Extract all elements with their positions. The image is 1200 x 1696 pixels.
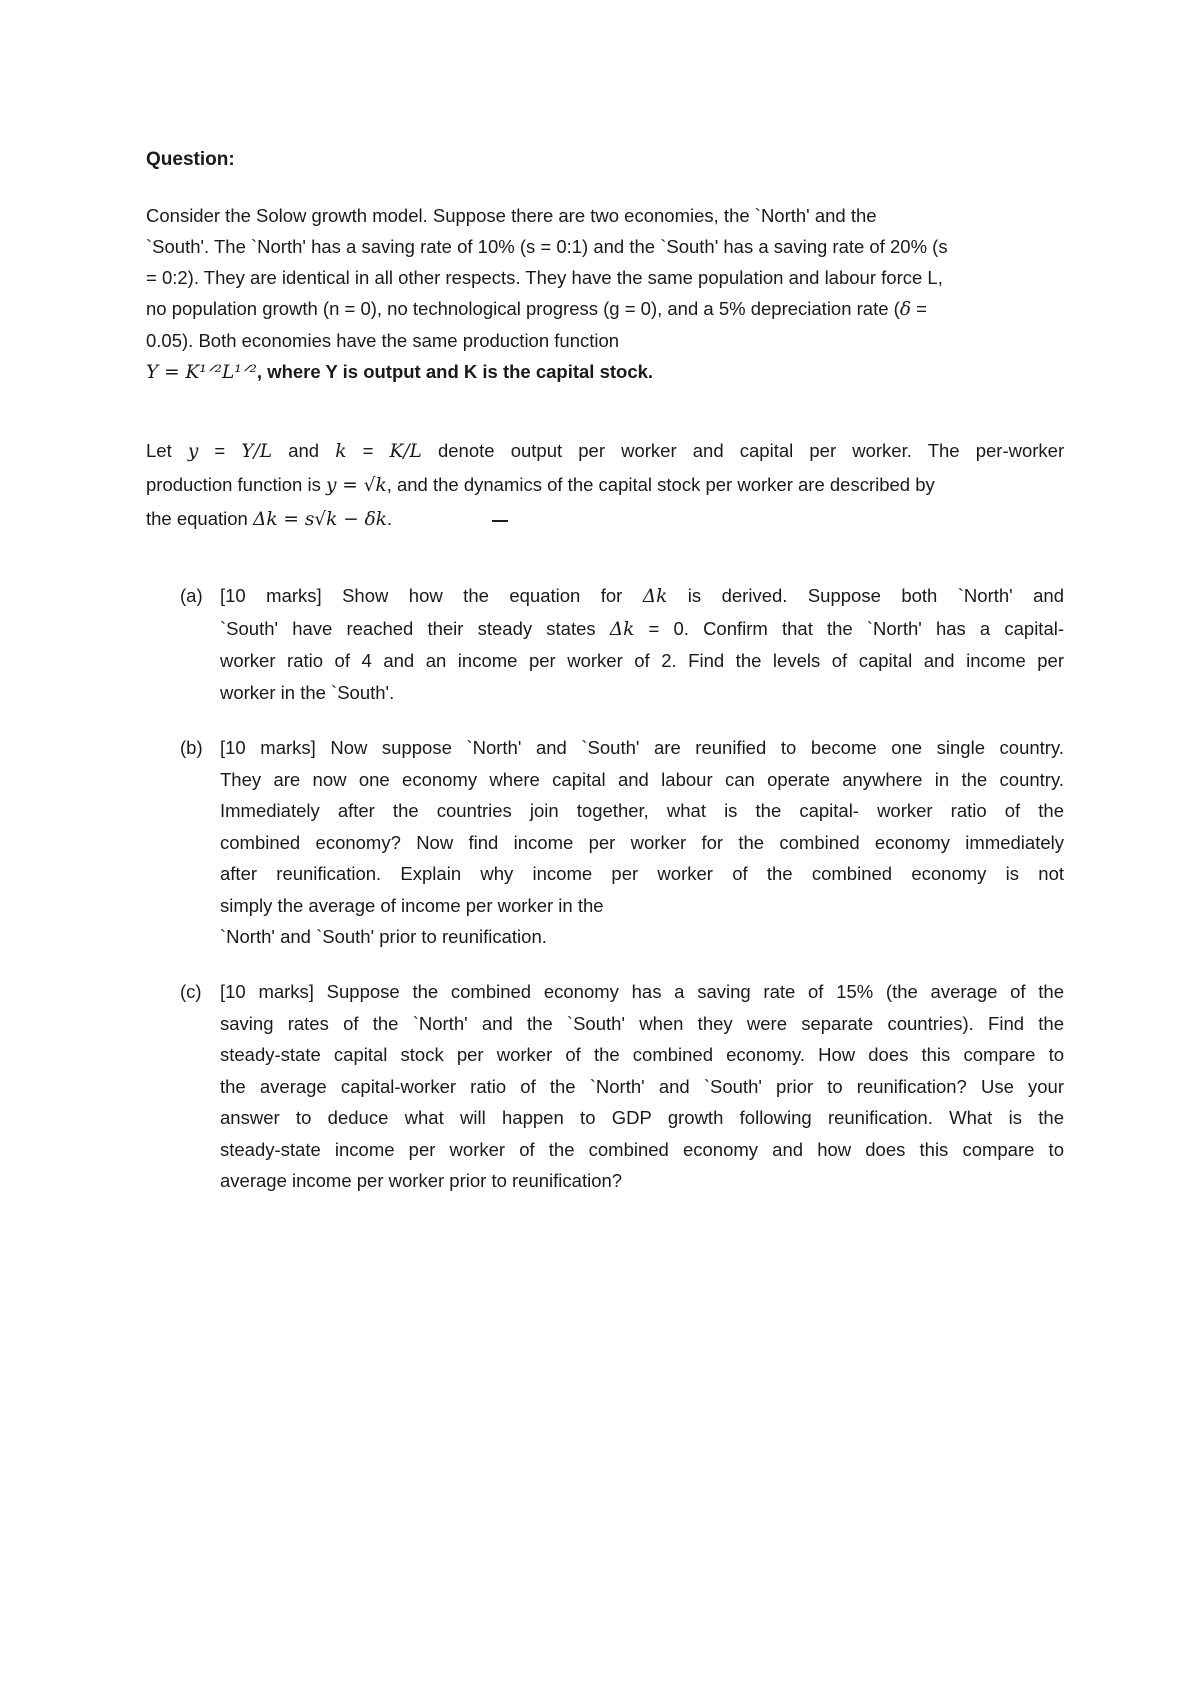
- word: output: [510, 440, 563, 461]
- math-y-over-l: Y/L: [241, 441, 273, 462]
- part-a-line-3: worker ratio of 4 and an income per worker of 2. Find the levels of capital and income per: [220, 650, 1064, 671]
- word: per-worker: [975, 440, 1064, 461]
- per-worker-production-equation: y = √k: [325, 475, 387, 496]
- word: denote: [437, 440, 495, 461]
- intro-line-4-text: no population growth (n = 0), no technological progress (g = 0), and a 5% depreciation rate (: [146, 298, 900, 319]
- part-b-line-5: after reunification. Explain why income per worker of the combined economy is not: [220, 863, 1064, 884]
- part-b-label: (b): [180, 737, 203, 758]
- part-c-line-3: steady-state capital stock per worker of the combined economy. How does this compare to: [220, 1044, 1064, 1065]
- part-b-line-3: Immediately after the countries join together, what is the capital- worker ratio of the: [220, 800, 1064, 821]
- word: worker.: [852, 440, 912, 461]
- part-b-line-1: [10 marks] Now suppose `North' and `South' are reunified to become one single country.: [220, 737, 1064, 758]
- production-function-description: , where Y is output and K is the capital stock.: [256, 361, 654, 382]
- part-c-line-7: average income per worker prior to reunification?: [220, 1170, 623, 1191]
- intro-line-1: Consider the Solow growth model. Suppose there are two economies, the `North' and the: [146, 205, 877, 226]
- part-a-line-1-end: is derived. Suppose both `North' and: [667, 585, 1064, 606]
- part-a-line-2: [220, 613, 1064, 646]
- word: =: [362, 440, 374, 461]
- part-a-line-2-text: `South' have reached their steady states: [220, 617, 610, 639]
- word: The: [927, 440, 960, 461]
- production-function-equation: Y = K¹ᐟ²L¹ᐟ²: [146, 362, 257, 383]
- part-c-line-5: answer to deduce what will happen to GDP growth following reunification. What is the: [220, 1107, 1064, 1128]
- delta-symbol: δ: [899, 299, 911, 320]
- word: worker: [621, 440, 677, 461]
- per-worker-paragraph: [146, 434, 1064, 536]
- capital-dynamics-equation: Δk = s√k − δk: [252, 509, 387, 530]
- part-b-body: [220, 732, 1064, 953]
- word: per: [578, 440, 605, 461]
- word: and: [288, 440, 320, 461]
- part-a-body: [220, 580, 1064, 708]
- per-worker-line-3-text: the equation: [146, 508, 253, 529]
- question-part-c: [180, 976, 1064, 1197]
- stray-dash-mark: [492, 520, 508, 522]
- word: capital: [739, 440, 794, 461]
- per-worker-line-2-end: , and the dynamics of the capital stock per worker are described by: [386, 474, 935, 495]
- per-worker-line-3-end: .: [386, 508, 393, 529]
- word: Let: [146, 440, 172, 461]
- part-b-line-4: combined economy? Now find income per worker for the combined economy immediately: [220, 831, 1064, 853]
- intro-line-2: `South'. The `North' has a saving rate of 10% (s = 0:1) and the `South' has a saving rate of 20% (s: [146, 236, 948, 257]
- word: =: [214, 440, 226, 461]
- intro-line-3: = 0:2). They are identical in all other respects. They have the same population and labour force L,: [146, 267, 943, 288]
- part-a-line-2-end: = 0. Confirm that the `North' has a capital-: [634, 617, 1064, 639]
- part-c-body: [220, 976, 1064, 1197]
- part-c-line-2: saving rates of the `North' and the `South' when they were separate countries). Find the: [220, 1012, 1064, 1034]
- per-worker-line-1: [146, 434, 1064, 468]
- intro-line-4: [146, 293, 1066, 325]
- question-heading: Question:: [146, 149, 235, 170]
- intro-line-6: [146, 356, 1066, 388]
- intro-line-4-end: =: [910, 298, 927, 319]
- part-c-line-1: [10 marks] Suppose the combined economy has a saving rate of 15% (the average of the: [220, 981, 1064, 1002]
- question-part-b: [180, 732, 1064, 953]
- part-b-line-7: `North' and `South' prior to reunification.: [220, 926, 547, 947]
- part-a-line-4: worker in the `South'.: [220, 681, 395, 703]
- word: and: [692, 440, 724, 461]
- math-y: y: [187, 441, 199, 462]
- part-a-label: (a): [180, 585, 203, 606]
- part-b-line-2: They are now one economy where capital and labour can operate anywhere in the country.: [220, 768, 1064, 790]
- part-c-label: (c): [180, 981, 202, 1002]
- math-delta-k: Δk: [609, 618, 635, 640]
- part-a-line-1: [220, 580, 1064, 613]
- intro-paragraph: [146, 200, 1066, 388]
- math-k: k: [335, 441, 347, 462]
- per-worker-line-2-text: production function is: [146, 474, 326, 495]
- question-part-a: [180, 580, 1064, 708]
- part-a-line-1-text: [10 marks] Show how the equation for: [220, 585, 643, 606]
- part-c-line-4: the average capital-worker ratio of the `North' and `South' prior to reunification? Use your: [220, 1075, 1064, 1097]
- part-b-line-6: simply the average of income per worker in the: [220, 894, 604, 916]
- word: per: [809, 440, 837, 461]
- part-c-line-6: steady-state income per worker of the combined economy and how does this compare to: [220, 1138, 1064, 1160]
- per-worker-line-3: [146, 502, 1064, 536]
- math-delta-k: Δk: [642, 586, 668, 607]
- intro-line-5: 0.05). Both economies have the same production function: [146, 330, 620, 351]
- per-worker-line-2: [146, 468, 1064, 502]
- math-k-over-l: K/L: [389, 441, 422, 462]
